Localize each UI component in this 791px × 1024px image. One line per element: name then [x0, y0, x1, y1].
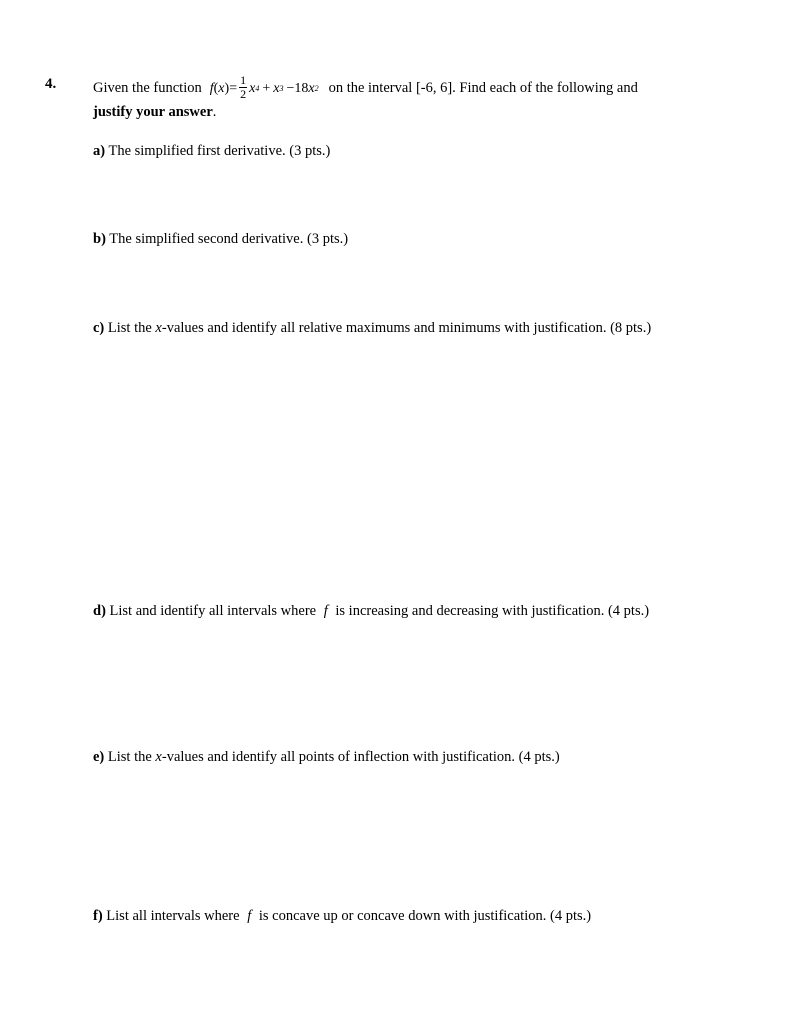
problem-number: 4.	[45, 76, 57, 92]
part-label: c)	[93, 320, 105, 336]
part-label: f)	[93, 908, 103, 924]
function-formula: f ( x ) = $\frac{1}{2}$ x 4 + x 3 −18 x 2	[209, 73, 319, 101]
problem-statement-line-1	[93, 73, 638, 101]
part-label: a)	[93, 143, 106, 159]
function-name: f	[209, 80, 214, 96]
part-d: d) List and identify all intervals where f is increasing and decreasing with justification. (4 pts.)	[93, 603, 650, 619]
part-label: d)	[93, 603, 106, 619]
fraction-one-half: $\frac{1}{2}$	[240, 73, 247, 101]
part-label: b)	[93, 231, 106, 247]
part-f: f) List all intervals where f is concave up or concave down with justification. (4 pts.)	[93, 908, 592, 924]
justify-instruction: justify your answer.	[93, 104, 217, 120]
intro-text: Given the function	[93, 80, 202, 96]
part-c: c) List the x-values and identify all relative maximums and minimums with justification. (8 pts.)	[93, 320, 652, 336]
interval-text: on the interval [-6, 6]. Find each of the following and	[328, 80, 638, 96]
part-b	[93, 231, 348, 248]
part-text: The simplified first derivative. (3 pts.)	[108, 143, 331, 159]
part-label: e)	[93, 749, 105, 765]
part-a	[93, 143, 330, 160]
part-e: e) List the x-values and identify all points of inflection with justification. (4 pts.)	[93, 749, 560, 765]
part-text: The simplified second derivative. (3 pts.)	[109, 231, 349, 247]
